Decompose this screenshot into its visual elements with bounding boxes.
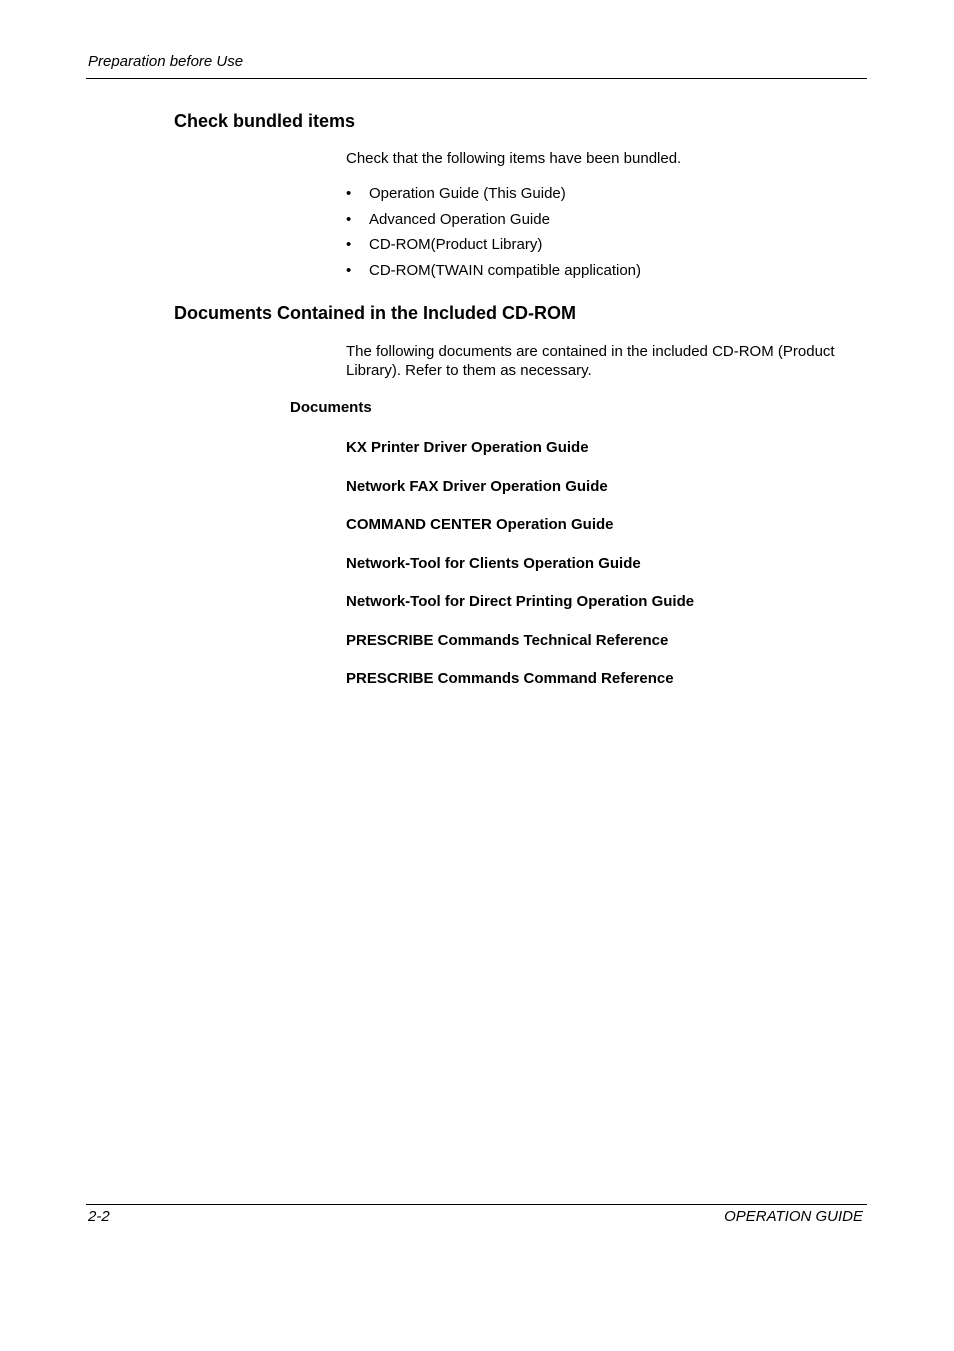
bullet-icon: • bbox=[346, 236, 352, 254]
list-item-label: Operation Guide (This Guide) bbox=[369, 185, 566, 202]
document-title: Network-Tool for Direct Printing Operation Guide bbox=[346, 593, 695, 610]
list-item-label: CD-ROM(TWAIN compatible application) bbox=[369, 262, 642, 280]
list-item bbox=[346, 235, 641, 261]
list-item-label: CD-ROM(Product Library) bbox=[369, 236, 543, 254]
list-item-label: Advanced Operation Guide bbox=[369, 210, 550, 228]
document-title: KX Printer Driver Operation Guide bbox=[346, 439, 589, 456]
document-title: COMMAND CENTER Operation Guide bbox=[346, 516, 614, 533]
document-title: Network FAX Driver Operation Guide bbox=[346, 477, 608, 495]
bullet-icon: • bbox=[346, 262, 352, 280]
documents-heading: Documents bbox=[290, 399, 372, 416]
header-rule bbox=[86, 78, 867, 79]
bullet-icon: • bbox=[346, 210, 352, 228]
cdrom-intro: The following documents are contained in the included CD-ROM (Product Library). Refer to them as necessary. bbox=[346, 343, 835, 379]
list-item bbox=[346, 184, 641, 210]
bundled-items-list bbox=[346, 184, 641, 287]
guide-name: OPERATION GUIDE bbox=[724, 1208, 863, 1225]
footer-rule bbox=[86, 1204, 867, 1205]
section-title-documents-cdrom: Documents Contained in the Included CD-ROM bbox=[174, 303, 577, 323]
bullet-icon: • bbox=[346, 185, 352, 202]
page-number: 2-2 bbox=[88, 1208, 110, 1225]
bundled-intro: Check that the following items have been bundled. bbox=[346, 150, 682, 167]
section-title-check-bundled-items: Check bundled items bbox=[174, 111, 356, 131]
list-item bbox=[346, 210, 641, 236]
document-title: PRESCRIBE Commands Technical Reference bbox=[346, 631, 669, 649]
list-item bbox=[346, 261, 641, 287]
document-title: Network-Tool for Clients Operation Guide bbox=[346, 554, 641, 572]
document-title: PRESCRIBE Commands Command Reference bbox=[346, 670, 674, 687]
running-header: Preparation before Use bbox=[88, 53, 244, 70]
documents-list bbox=[346, 438, 694, 708]
